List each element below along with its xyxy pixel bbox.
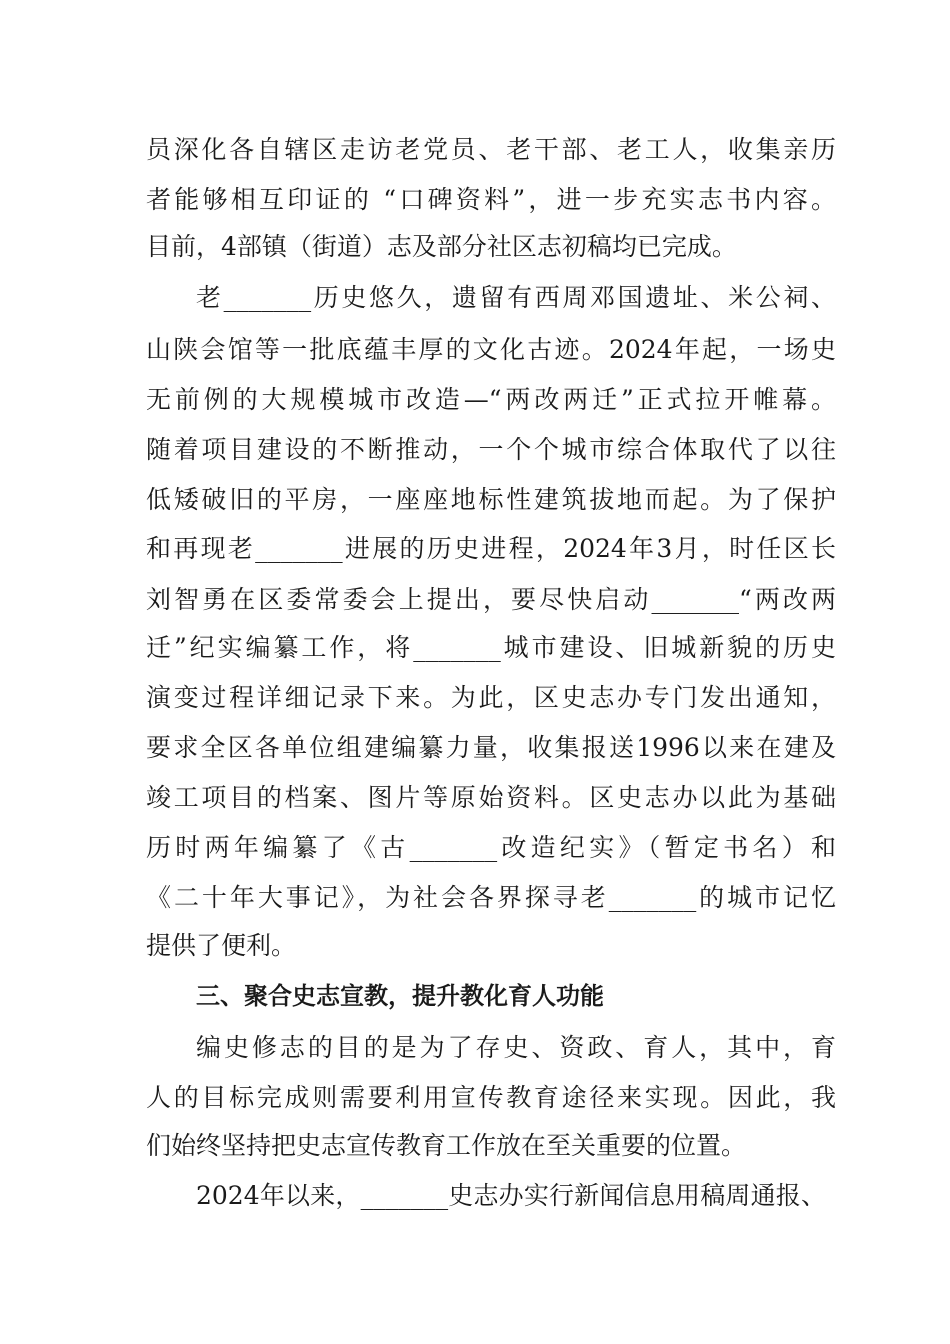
paragraph-line: 们始终坚持把史志宣传教育工作放在至关重要的位置。	[146, 1131, 747, 1160]
paragraph-line: 者能够相互印证的 “口碑资料”，进一步充实志书内容。	[146, 185, 836, 214]
paragraph-line: 刘智勇在区委常委会上提出，要尽快启动_______“两改两	[146, 585, 836, 614]
paragraph-line: 和再现老_______进展的历史进程，2024年3月，时任区长	[146, 534, 836, 563]
paragraph-line: 2024年以来，_______史志办实行新闻信息用稿周通报、	[196, 1181, 826, 1210]
paragraph-line: 人的目标完成则需要利用宣传教育途径来实现。因此，我	[146, 1083, 836, 1112]
paragraph-line: 历时两年编纂了《古_______改造纪实》（暂定书名）和	[146, 833, 836, 862]
section-heading: 三、聚合史志宣教，提升教化育人功能	[196, 982, 604, 1010]
paragraph-line: 老_______历史悠久，遗留有西周邓国遗址、米公祠、	[196, 283, 836, 312]
paragraph-line: 目前，4部镇（街道）志及部分社区志初稿均已完成。	[146, 232, 737, 261]
paragraph-line: 要求全区各单位组建编纂力量，收集报送1996以来在建及	[146, 733, 836, 762]
paragraph-line: 编史修志的目的是为了存史、资政、育人，其中，育	[196, 1033, 836, 1062]
paragraph-line: 竣工项目的档案、图片等原始资料。区史志办以此为基础	[146, 783, 836, 812]
paragraph-line: 无前例的大规模城市改造—“两改两迁”正式拉开帷幕。	[146, 385, 836, 414]
paragraph-line: 迁”纪实编纂工作，将_______城市建设、旧城新貌的历史	[146, 633, 836, 662]
paragraph-line: 演变过程详细记录下来。为此，区史志办专门发出通知，	[146, 683, 836, 712]
paragraph-line: 《二十年大事记》，为社会各界探寻老_______的城市记忆	[146, 883, 836, 912]
paragraph-line: 低矮破旧的平房，一座座地标性建筑拔地而起。为了保护	[146, 485, 836, 514]
paragraph-line: 山陕会馆等一批底蕴丰厚的文化古迹。2024年起，一场史	[146, 335, 836, 364]
paragraph-line: 随着项目建设的不断推动，一个个城市综合体取代了以往	[146, 435, 836, 464]
paragraph-line: 提供了便利。	[146, 931, 297, 960]
paragraph-line: 员深化各自辖区走访老党员、老干部、老工人，收集亲历	[146, 135, 836, 164]
